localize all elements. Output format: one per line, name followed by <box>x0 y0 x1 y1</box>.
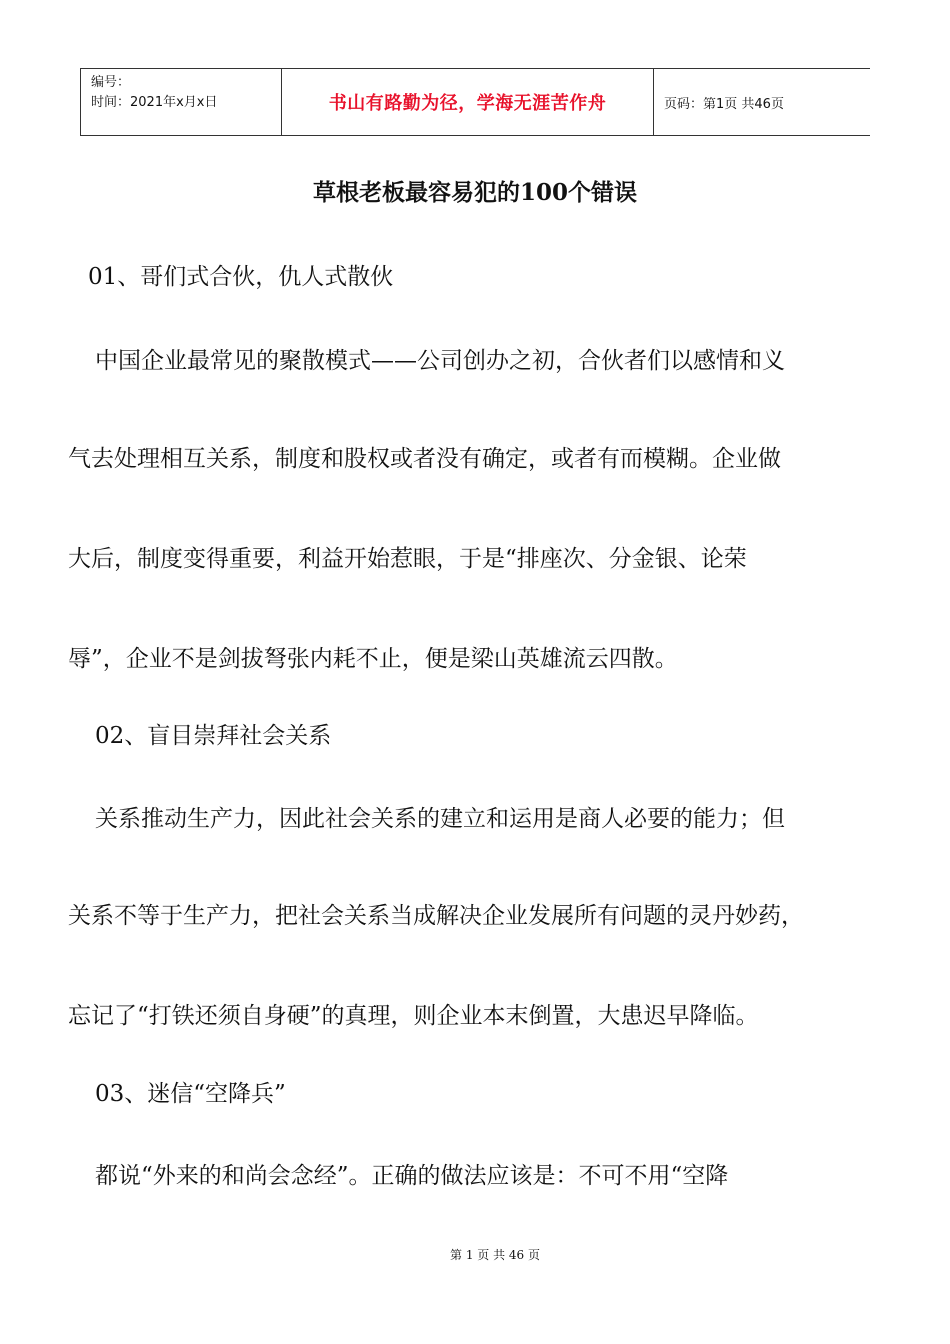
document-title: 草根老板最容易犯的100个错误 <box>312 179 637 206</box>
header-page-info: 页码：第1页 共46页 <box>664 96 784 112</box>
paragraph-line: 气去处理相互关系，制度和股权或者没有确定，或者有而模糊。企业做 <box>68 446 781 472</box>
section-heading: 03、迷信“空降兵” <box>95 1081 286 1107</box>
paragraph-line: 大后，制度变得重要，利益开始惹眼，于是“排座次、分金银、论荣 <box>68 546 747 572</box>
paragraph-line: 都说“外来的和尚会念经”。正确的做法应该是：不可不用“空降 <box>95 1163 729 1189</box>
header-motto: 书山有路勤为径，学海无涯苦作舟 <box>282 69 654 135</box>
number-label: 编号： <box>91 75 131 90</box>
paragraph-line: 关系推动生产力，因此社会关系的建立和运用是商人必要的能力；但 <box>95 806 785 832</box>
section-heading: 02、盲目崇拜社会关系 <box>95 723 332 749</box>
section-heading: 01、哥们式合伙，仇人式散伙 <box>88 264 394 290</box>
page-footer: 第 1 页 共 46 页 <box>450 1248 540 1262</box>
document-header <box>80 68 870 136</box>
date-label: 时间：2021年x月x日 <box>91 95 218 110</box>
paragraph-line: 中国企业最常见的聚散模式——公司创办之初，合伙者们以感情和义 <box>95 348 785 374</box>
paragraph-line: 辱”，企业不是剑拔弩张内耗不止，便是梁山英雄流云四散。 <box>68 646 678 672</box>
paragraph-line: 关系不等于生产力，把社会关系当成解决企业发展所有问题的灵丹妙药， <box>68 903 804 929</box>
header-meta <box>80 69 282 135</box>
paragraph-line: 忘记了“打铁还须自身硬”的真理，则企业本末倒置，大患迟早降临。 <box>68 1003 759 1029</box>
